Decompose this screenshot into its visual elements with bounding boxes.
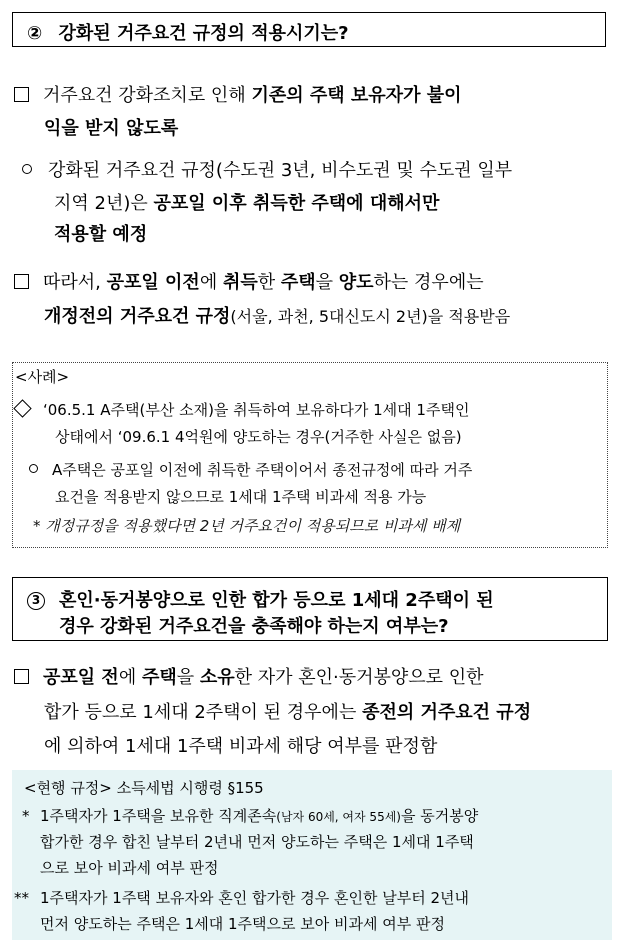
case-header: <사례> (15, 368, 70, 386)
text: ‘06.5.1 A주택(부산 소재)을 취득하여 보유하다가 1세대 1주택인 (43, 401, 470, 419)
text: 거주요건 강화조치로 인해 (43, 85, 252, 106)
text-bold: 주택 (141, 667, 177, 688)
section-3-title-box (12, 577, 608, 641)
text: 강화된 거주요건 규정(수도권 3년, 비수도권 및 수도권 일부 (48, 160, 513, 181)
text: 1주택자가 1주택 보유자와 혼인 합가한 경우 혼인한 날부터 2년내 (40, 889, 470, 907)
section-2-number: ② (27, 23, 43, 44)
text: 에 (199, 272, 223, 293)
text: 을 (176, 667, 200, 688)
case-example-box (12, 362, 608, 548)
circle-bullet-icon (22, 164, 32, 174)
section-3-number: 3 (27, 592, 45, 610)
case-footnote: * 개정규정을 적용했다면 2년 거주요건이 적용되므로 비과세 배제 (33, 517, 461, 535)
text: 을 동거봉양 (400, 807, 479, 825)
text-bold: 종전의 거주요건 규정 (362, 702, 532, 723)
section-3-title-line-1 (27, 586, 494, 612)
section-2-title-text: 강화된 거주요건 규정의 적용시기는? (58, 23, 349, 44)
law-item-2-line-2: 먼저 양도하는 주택은 1세대 1주택으로 보아 비과세 여부 판정 (40, 915, 445, 933)
text-bold: 공포일 전 (43, 667, 119, 688)
section-2-title (27, 19, 349, 45)
law-item-1-line-1 (22, 806, 478, 827)
paragraph-1-sub-line-2 (54, 193, 439, 215)
paragraph-3-line-1 (14, 667, 484, 689)
text: 혼인·동거봉양으로 인한 합가 등으로 1세대 2주택이 된 (59, 590, 494, 611)
text-bold: 공포일 이전 (106, 272, 200, 293)
square-bullet-icon (14, 87, 29, 102)
text: A주택은 공포일 이전에 취득한 주택이어서 종전규정에 따라 거주 (52, 461, 473, 479)
section-2-title-box (12, 12, 606, 47)
diamond-bullet-icon (13, 399, 31, 417)
paragraph-3-line-2 (44, 702, 531, 724)
paragraph-1-line-2 (44, 118, 178, 140)
text: 을 (315, 272, 339, 293)
text-bold: 양도 (338, 272, 374, 293)
text: 한 자가 혼인·동거봉양으로 인한 (234, 667, 484, 688)
footnote-mark: * (22, 807, 30, 825)
text-bold: 취득 (222, 272, 258, 293)
footnote-mark: ** (14, 889, 29, 907)
law-item-1-line-3: 으로 보아 비과세 여부 판정 (40, 859, 219, 877)
text: 하는 경우에는 (373, 272, 484, 293)
case-line-2: 상태에서 ‘09.6.1 4억원에 양도하는 경우(거주한 사실은 없음) (55, 428, 462, 446)
text-bold: 공포일 이후 취득한 주택에 대해서만 (153, 193, 440, 214)
text: 1주택자가 1주택을 보유한 직계존속 (40, 807, 277, 825)
text-bold: 적용할 예정 (54, 224, 148, 245)
text: 지역 2년)은 (54, 193, 154, 214)
case-line-3 (29, 460, 472, 480)
text-bold: 소유 (199, 667, 235, 688)
paragraph-1-line-1 (14, 85, 462, 107)
law-header: <현행 규정> 소득세법 시행령 §155 (24, 779, 264, 797)
paragraph-2-line-2 (44, 306, 510, 328)
section-3-title-line-2: 경우 강화된 거주요건을 충족해야 하는지 여부는? (59, 616, 449, 637)
paragraph-1-sub-line-3 (54, 224, 147, 246)
text-bold: 주택 (280, 272, 316, 293)
case-line-4: 요건을 적용받지 않으므로 1세대 1주택 비과세 적용 가능 (55, 488, 427, 506)
law-item-1-line-2: 합가한 경우 합친 날부터 2년내 먼저 양도하는 주택은 1세대 1주택 (40, 833, 474, 851)
text-small: (남자 60세, 여자 55세) (276, 810, 401, 824)
paragraph-1-sub-line-1 (22, 160, 512, 182)
circle-bullet-icon (29, 464, 38, 473)
text: 한 (257, 272, 281, 293)
text: 합가 등으로 1세대 2주택이 된 경우에는 (44, 702, 363, 723)
text-bold: 익을 받지 않도록 (44, 118, 179, 139)
law-item-2-line-1 (14, 888, 469, 908)
square-bullet-icon (14, 274, 29, 289)
current-law-box (12, 770, 612, 940)
case-line-1 (13, 400, 469, 420)
text: 따라서, (43, 272, 107, 293)
paragraph-3-line-3: 에 의하여 1세대 1주택 비과세 해당 여부를 판정함 (44, 736, 438, 757)
text: 에 (118, 667, 142, 688)
square-bullet-icon (14, 669, 29, 684)
text-bold: 개정전의 거주요건 규정 (44, 306, 231, 327)
text: (서울, 과천, 5대신도시 2년)을 적용받음 (230, 307, 511, 326)
text-bold: 기존의 주택 보유자가 불이 (251, 85, 462, 106)
paragraph-2-line-1 (14, 272, 484, 294)
